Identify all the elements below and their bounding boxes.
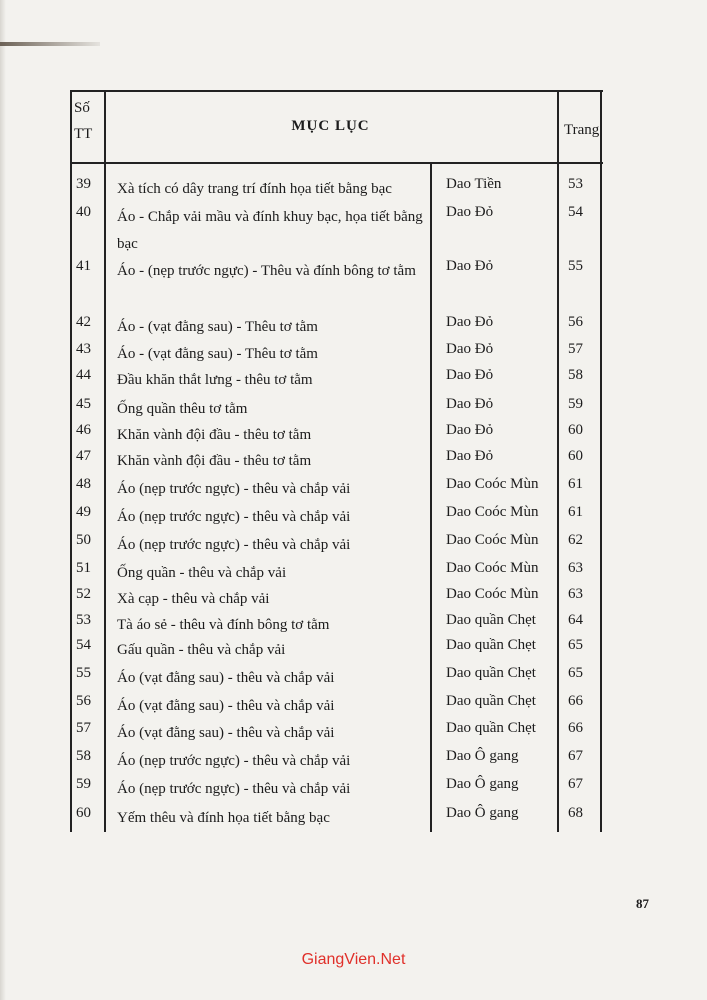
page-number: 87 bbox=[636, 896, 649, 911]
row-ethnic-group: Dao Đỏ bbox=[446, 448, 494, 464]
row-title: Áo - Chắp vải mầu và đính khuy bạc, họa tiết bằng bạc bbox=[117, 209, 423, 252]
row-ethnic-group: Dao quần Chẹt bbox=[446, 637, 536, 653]
row-page: 60 bbox=[568, 448, 583, 464]
row-title: Áo (vạt đằng sau) - thêu và chắp vải bbox=[117, 725, 335, 741]
row-ethnic-group: Dao quần Chẹt bbox=[446, 665, 536, 681]
row-number: 45 bbox=[76, 396, 91, 412]
row-number: 47 bbox=[76, 448, 91, 464]
row-page: 65 bbox=[568, 637, 583, 653]
row-title: Xà tích có dây trang trí đính họa tiết bằng bạc bbox=[117, 181, 392, 197]
row-page: 65 bbox=[568, 665, 583, 681]
row-number: 41 bbox=[76, 258, 91, 274]
page-edge-shadow bbox=[0, 0, 6, 1000]
row-number: 43 bbox=[76, 341, 91, 357]
row-number: 51 bbox=[76, 560, 91, 576]
row-page: 63 bbox=[568, 586, 583, 602]
table-left-border bbox=[70, 90, 72, 832]
row-ethnic-group: Dao Ô gang bbox=[446, 748, 519, 764]
row-page: 57 bbox=[568, 341, 583, 357]
row-ethnic-group: Dao Tiền bbox=[446, 176, 502, 192]
row-title: Tà áo sẻ - thêu và đính bông tơ tằm bbox=[117, 617, 330, 633]
watermark-link[interactable]: GiangVien.Net bbox=[301, 951, 406, 968]
row-page: 63 bbox=[568, 560, 583, 576]
row-ethnic-group: Dao Coóc Mùn bbox=[446, 560, 539, 576]
table-top-border bbox=[70, 90, 603, 92]
row-page: 56 bbox=[568, 314, 583, 330]
row-number: 42 bbox=[76, 314, 91, 330]
row-ethnic-group: Dao quần Chẹt bbox=[446, 693, 536, 709]
row-title: Áo (nẹp trước ngực) - thêu và chắp vải bbox=[117, 781, 351, 797]
row-number: 60 bbox=[76, 805, 91, 821]
row-ethnic-group: Dao Đỏ bbox=[446, 314, 494, 330]
row-ethnic-group: Dao Ô gang bbox=[446, 805, 519, 821]
row-page: 54 bbox=[568, 204, 583, 220]
row-title: Áo - (vạt đằng sau) - Thêu tơ tằm bbox=[117, 319, 318, 335]
row-number: 50 bbox=[76, 532, 91, 548]
row-page: 61 bbox=[568, 504, 583, 520]
header-bottom-border bbox=[70, 162, 603, 164]
row-page: 67 bbox=[568, 776, 583, 792]
row-page: 67 bbox=[568, 748, 583, 764]
row-number: 54 bbox=[76, 637, 91, 653]
row-ethnic-group: Dao Ô gang bbox=[446, 776, 519, 792]
column-divider-title bbox=[430, 162, 432, 832]
row-number: 39 bbox=[76, 176, 91, 192]
row-title: Ống quần thêu tơ tằm bbox=[117, 401, 248, 417]
row-number: 44 bbox=[76, 367, 91, 383]
row-number: 57 bbox=[76, 720, 91, 736]
row-title: Áo (nẹp trước ngực) - thêu và chắp vải bbox=[117, 753, 351, 769]
row-title: Khăn vành đội đầu - thêu tơ tằm bbox=[117, 453, 312, 469]
row-title: Gấu quần - thêu và chắp vải bbox=[117, 642, 286, 658]
row-title: Đầu khăn thắt lưng - thêu tơ tằm bbox=[117, 372, 313, 388]
row-ethnic-group: Dao Đỏ bbox=[446, 258, 494, 274]
row-number: 40 bbox=[76, 204, 91, 220]
row-title: Áo (vạt đằng sau) - thêu và chắp vải bbox=[117, 698, 335, 714]
row-page: 59 bbox=[568, 396, 583, 412]
row-number: 56 bbox=[76, 693, 91, 709]
row-title: Áo (vạt đằng sau) - thêu và chắp vải bbox=[117, 670, 335, 686]
row-title: Áo - (vạt đằng sau) - Thêu tơ tằm bbox=[117, 346, 318, 362]
row-ethnic-group: Dao Đỏ bbox=[446, 396, 494, 412]
row-title: Xà cạp - thêu và chắp vải bbox=[117, 591, 270, 607]
row-number: 59 bbox=[76, 776, 91, 792]
row-number: 52 bbox=[76, 586, 91, 602]
row-ethnic-group: Dao Coóc Mùn bbox=[446, 586, 539, 602]
row-page: 53 bbox=[568, 176, 583, 192]
row-ethnic-group: Dao Đỏ bbox=[446, 204, 494, 220]
row-title: Áo (nẹp trước ngực) - thêu và chắp vải bbox=[117, 481, 351, 497]
row-title: Ống quần - thêu và chắp vải bbox=[117, 565, 287, 581]
row-title: Áo (nẹp trước ngực) - thêu và chắp vải bbox=[117, 537, 351, 553]
row-number: 55 bbox=[76, 665, 91, 681]
row-number: 53 bbox=[76, 612, 91, 628]
row-page: 66 bbox=[568, 720, 583, 736]
table-right-border bbox=[600, 90, 602, 832]
row-title: Áo - (nẹp trước ngực) - Thêu và đính bông tơ tằm bbox=[117, 263, 416, 279]
row-page: 68 bbox=[568, 805, 583, 821]
row-page: 58 bbox=[568, 367, 583, 383]
row-ethnic-group: Dao Đỏ bbox=[446, 422, 494, 438]
row-title: Yếm thêu và đính họa tiết bằng bạc bbox=[117, 810, 330, 826]
header-title: MỤC LỤC bbox=[291, 118, 370, 134]
row-number: 46 bbox=[76, 422, 91, 438]
row-ethnic-group: Dao Coóc Mùn bbox=[446, 476, 539, 492]
row-number: 58 bbox=[76, 748, 91, 764]
row-page: 55 bbox=[568, 258, 583, 274]
row-number: 48 bbox=[76, 476, 91, 492]
row-page: 62 bbox=[568, 532, 583, 548]
scan-edge-mark bbox=[0, 42, 100, 46]
header-stt-line1: Số bbox=[74, 100, 90, 116]
row-page: 64 bbox=[568, 612, 583, 628]
row-title: Áo (nẹp trước ngực) - thêu và chắp vải bbox=[117, 509, 351, 525]
header-stt bbox=[74, 95, 104, 147]
row-ethnic-group: Dao Coóc Mùn bbox=[446, 504, 539, 520]
row-ethnic-group: Dao Coóc Mùn bbox=[446, 532, 539, 548]
header-page-column: Trang bbox=[564, 122, 600, 138]
column-divider-stt bbox=[104, 90, 106, 832]
row-ethnic-group: Dao quần Chẹt bbox=[446, 612, 536, 628]
row-ethnic-group: Dao quần Chẹt bbox=[446, 720, 536, 736]
row-number: 49 bbox=[76, 504, 91, 520]
row-ethnic-group: Dao Đỏ bbox=[446, 367, 494, 383]
row-page: 60 bbox=[568, 422, 583, 438]
header-stt-line2: TT bbox=[74, 126, 93, 142]
row-page: 61 bbox=[568, 476, 583, 492]
row-title: Khăn vành đội đầu - thêu tơ tằm bbox=[117, 427, 312, 443]
row-ethnic-group: Dao Đỏ bbox=[446, 341, 494, 357]
row-page: 66 bbox=[568, 693, 583, 709]
